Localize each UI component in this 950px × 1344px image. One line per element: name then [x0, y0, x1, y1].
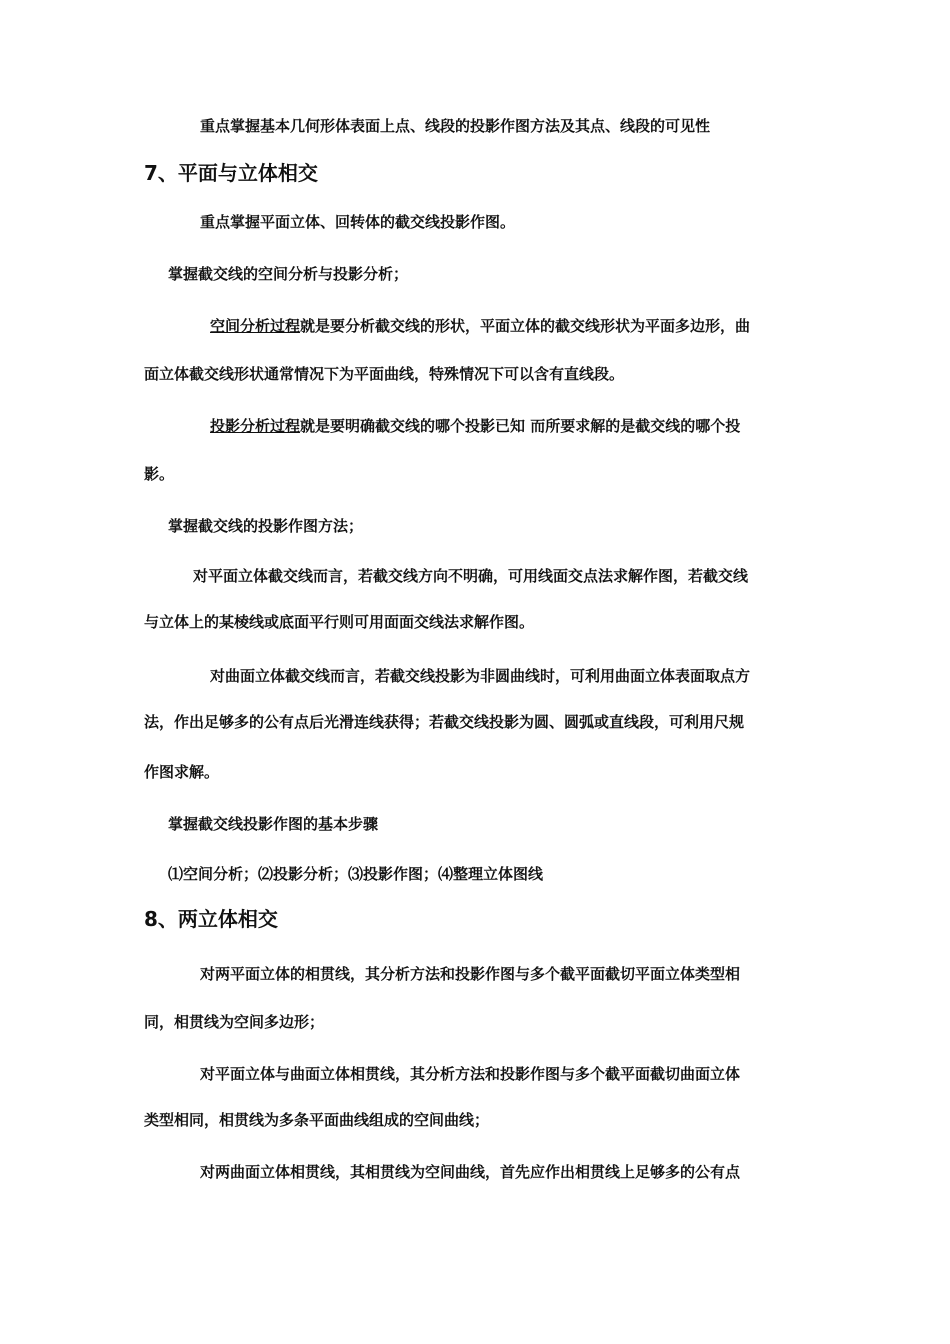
paragraph-continuation: 同，相贯线为空间多边形； — [144, 1013, 325, 1031]
paragraph-continuation: 作图求解。 — [144, 763, 220, 781]
paragraph: 重点掌握平面立体、回转体的截交线投影作图。 — [200, 213, 516, 231]
paragraph: 对曲面立体截交线而言，若截交线投影为非圆曲线时，可利用曲面立体表面取点方 — [210, 667, 751, 685]
paragraph-continuation: 面立体截交线形状通常情况下为平面曲线，特殊情况下可以含有直线段。 — [144, 365, 625, 383]
paragraph — [210, 316, 750, 336]
paragraph: 掌握截交线投影作图的基本步骤 — [168, 815, 379, 833]
paragraph-text: 就是要明确截交线的哪个投影已知 而所要求解的是截交线的哪个投 — [300, 417, 741, 435]
paragraph-continuation: 法，作出足够多的公有点后光滑连线获得；若截交线投影为圆、圆弧或直线段，可利用尺规 — [144, 713, 745, 731]
paragraph-continuation: 类型相同，相贯线为多条平面曲线组成的空间曲线； — [144, 1111, 490, 1129]
paragraph — [210, 416, 740, 436]
paragraph: 掌握截交线的投影作图方法； — [168, 517, 364, 535]
paragraph: 对平面立体与曲面立体相贯线，其分析方法和投影作图与多个截平面截切曲面立体 — [200, 1065, 741, 1083]
paragraph-continuation: 影。 — [144, 465, 175, 483]
paragraph: 对平面立体截交线而言，若截交线方向不明确，可用线面交点法求解作图，若截交线 — [193, 567, 749, 585]
steps-list: ⑴空间分析；⑵投影分析；⑶投影作图；⑷整理立体图线 — [168, 865, 544, 883]
intro-paragraph: 重点掌握基本几何形体表面上点、线段的投影作图方法及其点、线段的可见性 — [200, 117, 711, 135]
paragraph: 掌握截交线的空间分析与投影分析； — [168, 265, 409, 283]
underlined-term: 空间分析过程 — [210, 317, 301, 335]
paragraph: 对两曲面立体相贯线，其相贯线为空间曲线，首先应作出相贯线上足够多的公有点 — [200, 1163, 741, 1181]
paragraph-continuation: 与立体上的某棱线或底面平行则可用面面交线法求解作图。 — [144, 613, 535, 631]
section-7-heading: 7、平面与立体相交 — [144, 161, 318, 185]
section-8-heading: 8、两立体相交 — [144, 907, 278, 931]
underlined-term: 投影分析过程 — [210, 417, 301, 435]
paragraph: 对两平面立体的相贯线，其分析方法和投影作图与多个截平面截切平面立体类型相 — [200, 965, 741, 983]
paragraph-text: 就是要分析截交线的形状，平面立体的截交线形状为平面多边形，曲 — [300, 317, 751, 335]
